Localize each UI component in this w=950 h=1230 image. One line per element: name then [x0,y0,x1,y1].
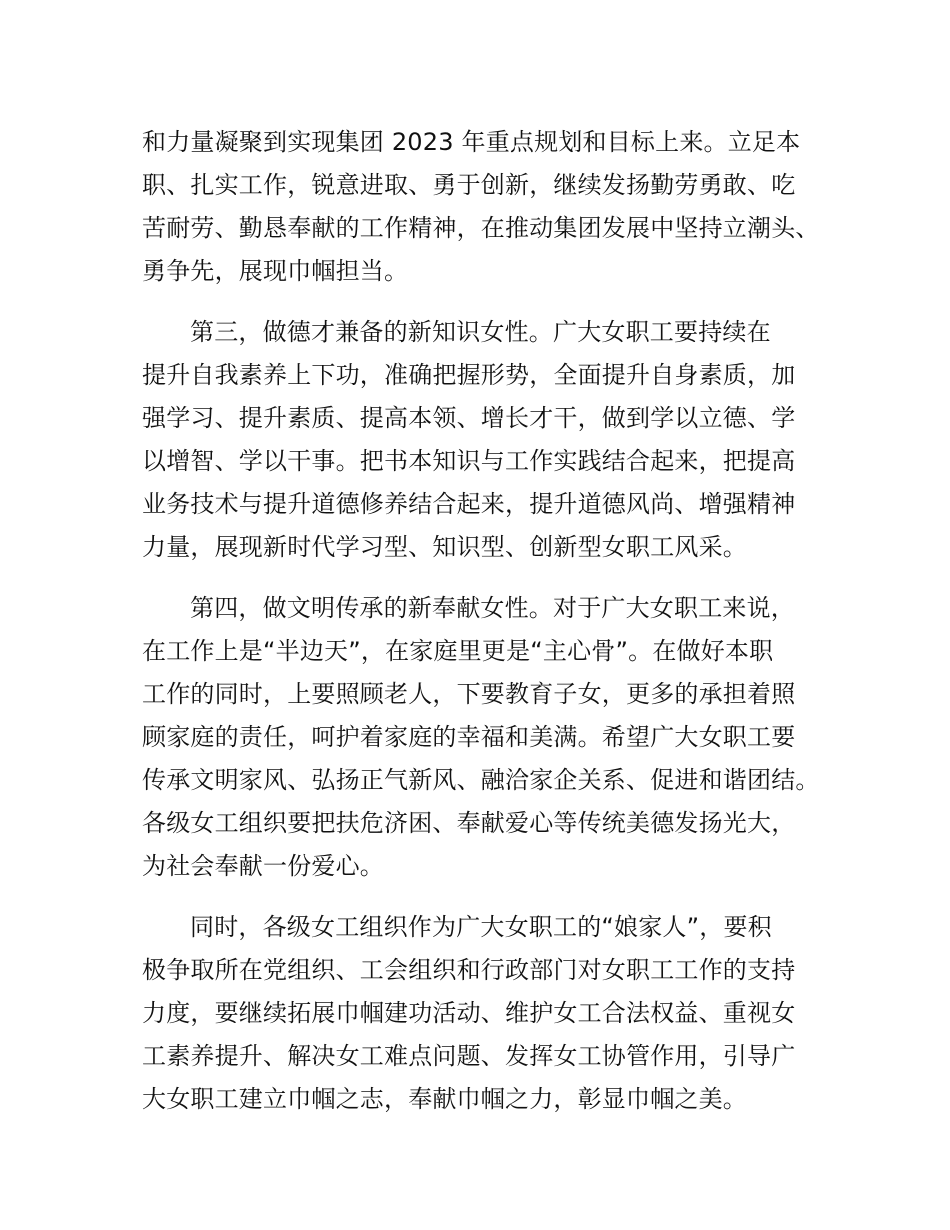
text-line: 传承文明家风、弘扬正气新风、融洽家企关系、促进和谐团结。 [142,766,820,794]
text-line: 力量，展现新时代学习型、知识型、创新型女职工风采。 [142,533,747,561]
text-line: 大女职工建立巾帼之志，奉献巾帼之力，彰显巾帼之美。 [142,1085,747,1113]
text-line: 工素养提升、解决女工难点问题、发挥女工协管作用，引导广 [142,1042,796,1070]
text-line: 苦耐劳、勤恳奉献的工作精神，在推动集团发展中坚持立潮头、 [142,214,820,242]
text-line: 强学习、提升素质、提高本领、增长才干，做到学以立德、学 [142,404,796,432]
text-line: 同时，各级女工组织作为广大女职工的“娘家人”，要积 [190,913,772,941]
text-line: 顾家庭的责任，呵护着家庭的幸福和美满。希望广大女职工要 [142,723,796,751]
text-line: 提升自我素养上下功，准确把握形势，全面提升自身素质，加 [142,361,796,389]
text-line: 勇争先，展现巾帼担当。 [142,257,409,285]
text-line: 为社会奉献一份爱心。 [142,852,384,880]
text-line: 和力量凝聚到实现集团 2023 年重点规划和目标上来。立足本 [142,128,801,156]
text-line: 在工作上是“半边天”，在家庭里更是“主心骨”。在做好本职 [142,637,774,665]
text-line: 各级女工组织要把扶危济困、奉献爱心等传统美德发扬光大， [142,809,796,837]
text-line: 以增智、学以干事。把书本知识与工作实践结合起来，把提高 [142,447,796,475]
text-line: 职、扎实工作，锐意进取、勇于创新，继续发扬勤劳勇敢、吃 [142,171,796,199]
text-line: 力度，要继续拓展巾帼建功活动、维护女工合法权益、重视女 [142,999,796,1027]
text-line: 极争取所在党组织、工会组织和行政部门对女职工工作的支持 [142,956,796,984]
text-line: 第四，做文明传承的新奉献女性。对于广大女职工来说， [190,594,795,622]
text-line: 第三，做德才兼备的新知识女性。广大女职工要持续在 [190,318,771,346]
text-line: 工作的同时，上要照顾老人，下要教育子女，更多的承担着照 [142,680,796,708]
text-line: 业务技术与提升道德修养结合起来，提升道德风尚、增强精神 [142,490,796,518]
